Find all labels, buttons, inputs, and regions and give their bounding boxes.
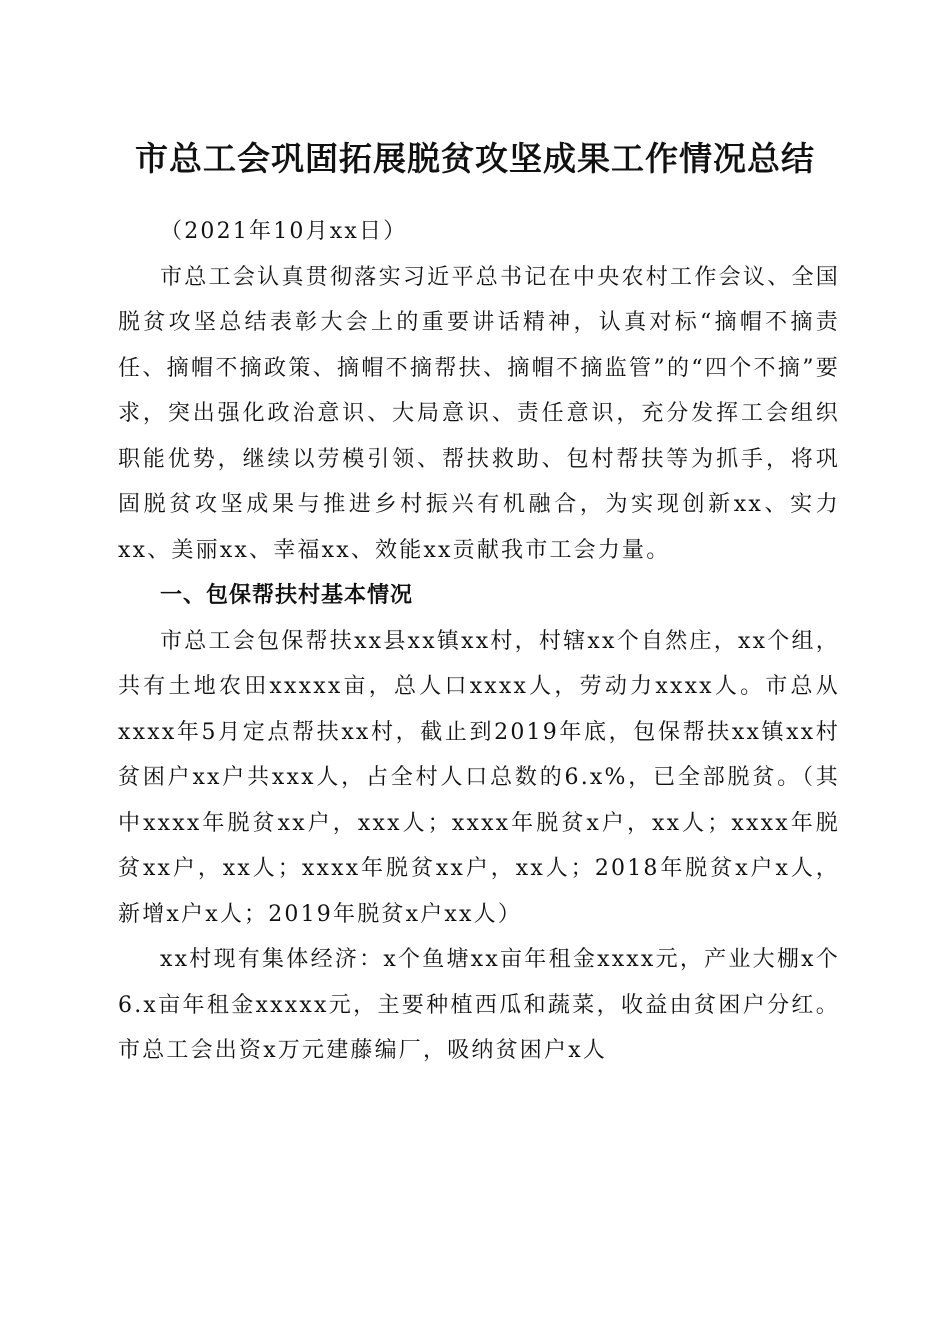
- document-date: （2021年10月xx日）: [160, 219, 408, 244]
- document-body: [118, 209, 840, 1074]
- intro-paragraph: 市总工会认真贯彻落实习近平总书记在中央农村工作会议、全国脱贫攻坚总结表彰大会上的重要讲话精神，认真对标“摘帽不摘责任、摘帽不摘政策、摘帽不摘帮扶、摘帽不摘监管”的“四个不摘”要求，突出强化政治意识、大局意识、责任意识，充分发挥工会组织职能优势，继续以劳模引领、帮扶救助、包村帮扶等为抓手，将巩固脱贫攻坚成果与推进乡村振兴有机融合，为实现创新xx、实力xx、美丽xx、幸福xx、效能xx贡献我市工会力量。: [118, 264, 840, 563]
- section1-paragraph-2: xx村现有集体经济：x个鱼塘xx亩年租金xxxx元，产业大棚x个6.x亩年租金xxxxx元，主要种植西瓜和蔬菜，收益由贫困户分红。市总工会出资x万元建藤编厂，吸纳贫困户x人: [118, 947, 840, 1063]
- section-heading-1: 一、包保帮扶村基本情况: [160, 583, 414, 608]
- section1-paragraph-1: 市总工会包保帮扶xx县xx镇xx村，村辖xx个自然庄，xx个组，共有土地农田xxxxx亩，总人口xxxx人，劳动力xxxx人。市总从xxxx年5月定点帮扶xx村，截止到2019年底，包保帮扶xx镇xx村贫困户xx户共xxx人，占全村人口总数的6.x%，已全部脱贫。（其中xxxx年脱贫xx户，xxx人；xxxx年脱贫x户，xx人；xxxx年脱贫xx户，xx人；xxxx年脱贫xx户，xx人；2018年脱贫x户x人，新增x户x人；2019年脱贫x户xx人）: [118, 628, 840, 927]
- document-title: 市总工会巩固拓展脱贫攻坚成果工作情况总结: [135, 139, 815, 178]
